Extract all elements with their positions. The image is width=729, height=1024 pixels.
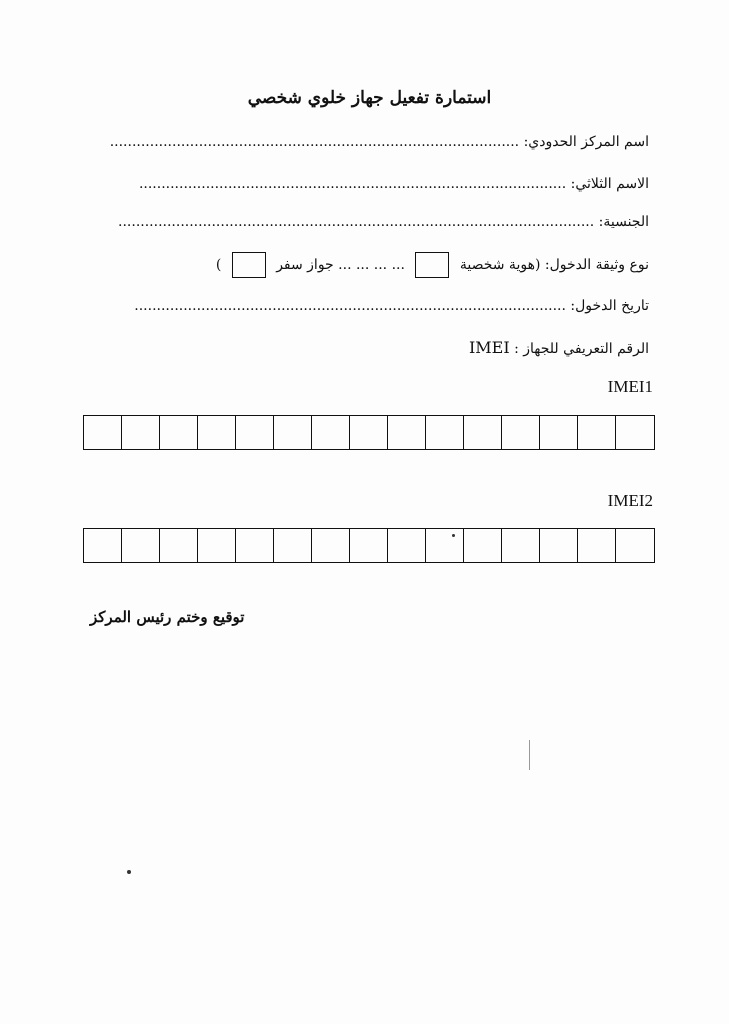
- full-name-label: الاسم الثلاثي:: [570, 176, 649, 192]
- imei-digit-cell[interactable]: [388, 416, 426, 449]
- imei-digit-cell[interactable]: [464, 416, 502, 449]
- entry-document-separator: ... ... ... ...: [338, 257, 405, 273]
- full-name-field: [139, 176, 649, 192]
- passport-label: جواز سفر: [276, 257, 334, 273]
- full-name-input-line[interactable]: ................................................................................................: [138, 176, 567, 192]
- imei-digit-cell[interactable]: [502, 529, 540, 562]
- entry-document-close: ): [215, 257, 222, 273]
- entry-date-field: [134, 298, 649, 314]
- signature-label: توقيع وختم رئيس المركز: [90, 608, 245, 626]
- imei-digit-cell[interactable]: [84, 529, 122, 562]
- imei-digit-cell[interactable]: [160, 529, 198, 562]
- passport-checkbox[interactable]: [232, 252, 266, 278]
- imei-digit-cell[interactable]: [616, 529, 654, 562]
- entry-document-field: [216, 252, 649, 278]
- imei1-grid[interactable]: [83, 415, 655, 450]
- imei-digit-cell[interactable]: [84, 416, 122, 449]
- imei1-label: IMEI1: [607, 377, 653, 396]
- border-center-input-line[interactable]: ............................................................................................: [109, 134, 520, 150]
- imei-digit-cell[interactable]: [540, 416, 578, 449]
- imei-digit-cell[interactable]: [160, 416, 198, 449]
- border-center-label: اسم المركز الحدودي:: [523, 134, 649, 150]
- imei2-label: IMEI2: [607, 491, 653, 510]
- imei-digit-cell[interactable]: [578, 529, 616, 562]
- imei-digit-cell[interactable]: [502, 416, 540, 449]
- imei-digit-cell[interactable]: [388, 529, 426, 562]
- scan-mark: [529, 740, 530, 770]
- imei-digit-cell[interactable]: [198, 416, 236, 449]
- imei2-grid[interactable]: [83, 528, 655, 563]
- imei-heading-arabic: الرقم التعريفي للجهاز :: [514, 341, 649, 357]
- imei-digit-cell[interactable]: [350, 416, 388, 449]
- entry-document-label: نوع وثيقة الدخول: (هوية شخصية: [459, 257, 649, 273]
- imei-digit-cell[interactable]: [274, 529, 312, 562]
- scan-speck: [452, 534, 455, 537]
- imei-digit-cell[interactable]: [350, 529, 388, 562]
- imei-digit-cell[interactable]: [236, 529, 274, 562]
- imei-digit-cell[interactable]: [312, 416, 350, 449]
- imei-digit-cell[interactable]: [312, 529, 350, 562]
- imei-digit-cell[interactable]: [122, 416, 160, 449]
- imei-digit-cell[interactable]: [426, 529, 464, 562]
- imei-digit-cell[interactable]: [236, 416, 274, 449]
- nationality-label: الجنسية:: [598, 214, 649, 230]
- imei-digit-cell[interactable]: [274, 416, 312, 449]
- border-center-field: [110, 134, 649, 150]
- entry-date-label: تاريخ الدخول:: [570, 298, 649, 314]
- imei-digit-cell[interactable]: [464, 529, 502, 562]
- form-title: استمارة تفعيل جهاز خلوي شخصي: [247, 88, 492, 108]
- nationality-field: [118, 214, 649, 230]
- scan-speck: [127, 870, 131, 874]
- imei-digit-cell[interactable]: [616, 416, 654, 449]
- imei-digit-cell[interactable]: [122, 529, 160, 562]
- imei-digit-cell[interactable]: [426, 416, 464, 449]
- imei-digit-cell[interactable]: [578, 416, 616, 449]
- id-card-checkbox[interactable]: [415, 252, 449, 278]
- imei-digit-cell[interactable]: [540, 529, 578, 562]
- entry-date-input-line[interactable]: .................................................................................................: [134, 298, 566, 314]
- nationality-input-line[interactable]: ...........................................................................................................: [118, 214, 595, 230]
- imei-heading: [469, 338, 649, 357]
- imei-heading-latin: IMEI: [468, 338, 510, 357]
- imei-digit-cell[interactable]: [198, 529, 236, 562]
